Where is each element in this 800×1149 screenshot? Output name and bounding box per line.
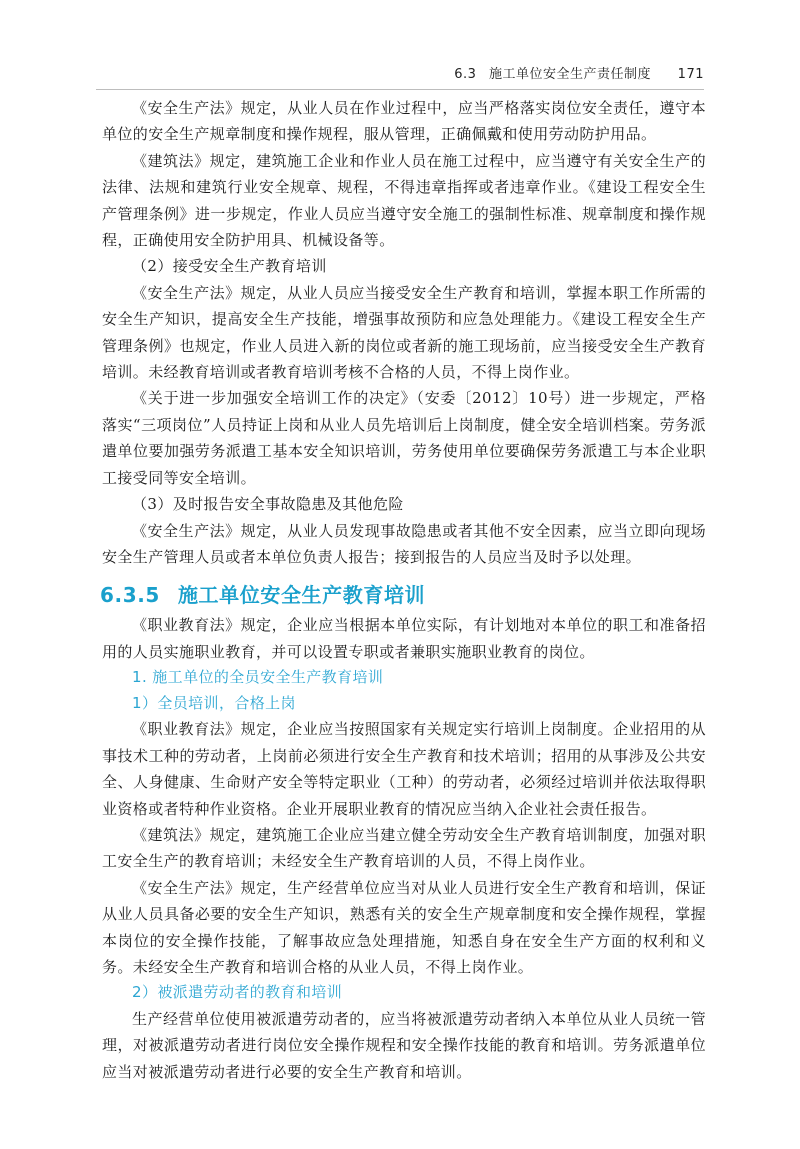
paragraph-construction-law: 《建筑法》规定，建筑施工企业和作业人员在施工过程中，应当遵守有关安全生产的法律、法规和建筑行业安全规章、规程，不得违章指挥或者违章作业。《建设工程安全生产管理条例》进一步规定，作业人员应当遵守安全施工的强制性标准、规章制度和操作规程，正确使用安全防护用具、机械设备等。 [102, 151, 706, 250]
header-section-number: 6.3 [454, 67, 477, 82]
paragraph-report-hazards: 《安全生产法》规定，从业人员发现事故隐患或者其他不安全因素，应当立即向现场安全生产管理人员或者本单位负责人报告；接到报告的人员应当及时予以处理。 [102, 521, 706, 566]
paragraph-workplace-duty: 《安全生产法》规定，从业人员在作业过程中，应当严格落实岗位安全责任，遵守本单位的安全生产规章制度和操作规程，服从管理，正确佩戴和使用劳动防护用品。 [102, 99, 706, 144]
paragraph-accept-training: 《安全生产法》规定，从业人员应当接受安全生产教育和培训，掌握本职工作所需的安全生产知识，提高安全生产技能，增强事故预防和应急处理能力。《建设工程安全生产管理条例》也规定，作业人员进入新的岗位或者新的施工现场前，应当接受安全生产教育培训。未经教育培训或者教育培训考核不合格的人员，不得上岗作业。 [102, 283, 706, 382]
section-title: 施工单位安全生产教育培训 [177, 583, 426, 608]
header-divider [96, 89, 704, 90]
heading-all-staff-training: 1. 施工单位的全员安全生产教育培训 [132, 668, 384, 687]
running-header [96, 63, 704, 87]
heading-dispatched-workers: 2）被派遣劳动者的教育和培训 [132, 983, 343, 1002]
paragraph-safety-training: 《安全生产法》规定，生产经营单位应当对从业人员进行安全生产教育和培训，保证从业人员具备必要的安全生产知识，熟悉有关的安全生产规章制度和安全操作规程，掌握本岗位的安全操作技能，了解事故应急处理措施，知悉自身在安全生产方面的权利和义务。未经安全生产教育和培训合格的从业人员，不得上岗作业。 [102, 878, 706, 976]
section-number: 6.3.5 [100, 583, 160, 608]
paragraph-training-decision: 《关于进一步加强安全培训工作的决定》（安委〔2012〕10号）进一步规定，严格落实“三项岗位”人员持证上岗和从业人员先培训后上岗制度，健全安全培训档案。劳务派遣单位要加强劳务派遣工基本安全知识培训，劳务使用单位要确保劳务派遣工与本企业职工接受同等安全培训。 [102, 389, 706, 487]
section-heading [100, 581, 706, 609]
header-section-title: 施工单位安全生产责任制度 [489, 67, 652, 82]
subheading-report-hazards: （3）及时报告安全事故隐患及其他危险 [132, 495, 404, 514]
page-body [102, 95, 706, 1085]
heading-qualified-on-duty: 1）全员培训，合格上岗 [132, 693, 296, 712]
paragraph-training-before-duty: 《职业教育法》规定，企业应当按照国家有关规定实行培训上岗制度。企业招用的从事技术工种的劳动者，上岗前必须进行安全生产教育和技术培训；招用的从事涉及公共安全、人身健康、生命财产安全等特定职业（工种）的劳动者，必须经过培训并依法取得职业资格或者特种作业资格。企业开展职业教育的情况应当纳入企业社会责任报告。 [102, 720, 706, 818]
paragraph-construction-training: 《建筑法》规定，建筑施工企业应当建立健全劳动安全生产教育培训制度，加强对职工安全生产的教育培训；未经安全生产教育培训的人员，不得上岗作业。 [102, 825, 706, 871]
subheading-accept-training: （2）接受安全生产教育培训 [132, 257, 327, 276]
paragraph-dispatched-workers: 生产经营单位使用被派遣劳动者的，应当将被派遣劳动者纳入本单位从业人员统一管理，对被派遣劳动者进行岗位安全操作规程和安全操作技能的教育和培训。劳务派遣单位应当对被派遣劳动者进行必要的安全生产教育和培训。 [102, 1009, 706, 1081]
paragraph-vocational-law: 《职业教育法》规定，企业应当根据本单位实际，有计划地对本单位的职工和准备招用的人员实施职业教育，并可以设置专职或者兼职实施职业教育的岗位。 [102, 616, 706, 661]
page-number: 171 [677, 67, 704, 82]
